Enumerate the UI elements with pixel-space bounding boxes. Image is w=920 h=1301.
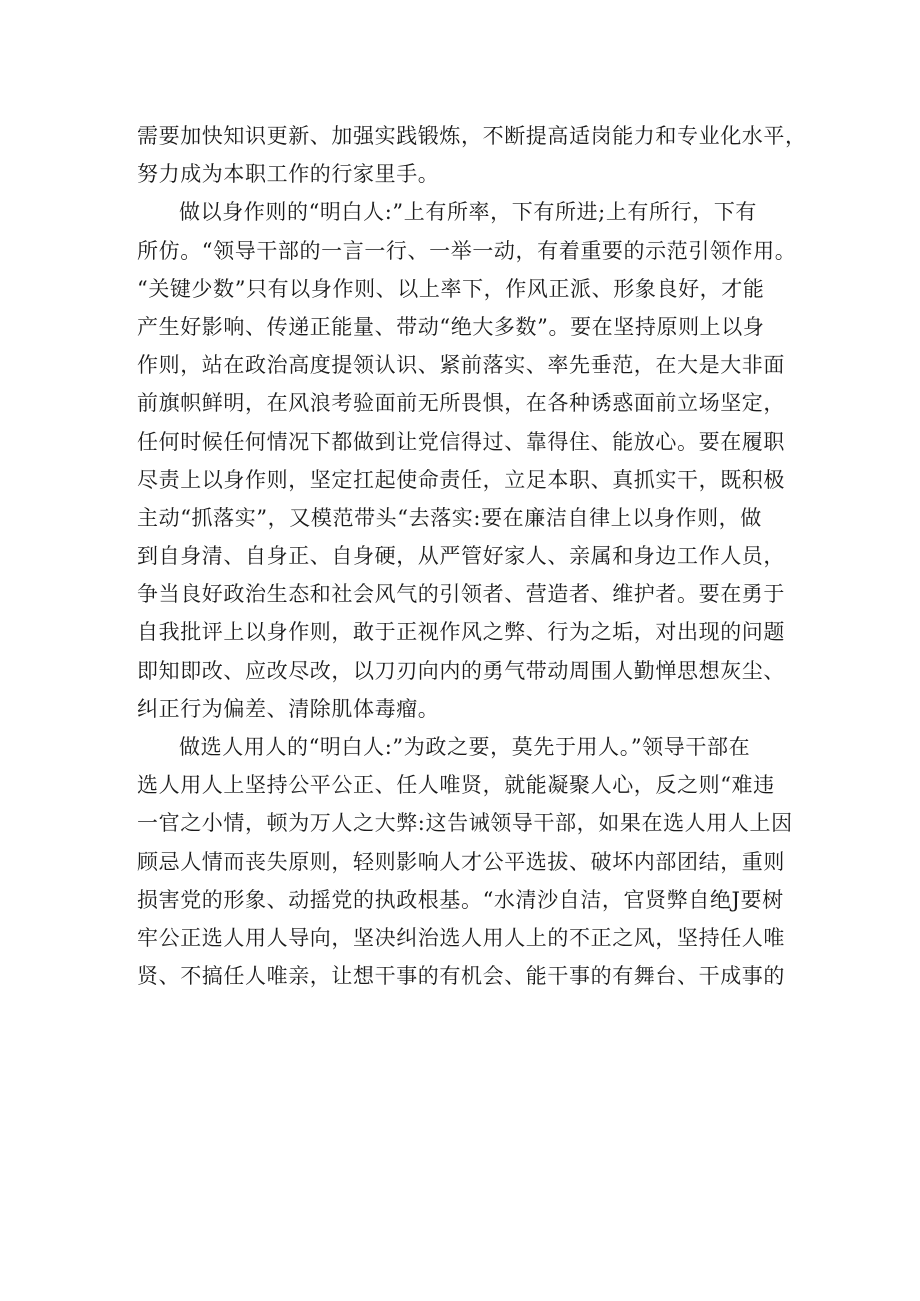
text-line: 贤、不搞任人唯亲，让想干事的有机会、能干事的有舞台、干成事的 [137,964,785,989]
text-line: 选人用人上坚持公平公正、任人唯贤，就能凝聚人心，反之则“难违 [137,773,775,798]
text-line: 损害党的形象、动摇党的执政根基。“水清沙自洁，官贤弊自绝J要树 [137,887,784,912]
body-text [137,117,807,995]
text-line: 产生好影响、传递正能量、带动“绝大多数”。要在坚持原则上以身 [137,314,765,339]
text-line: 到自身清、自身正、自身硬，从严管好家人、亲属和身边工作人员， [137,544,785,569]
text-line: 所仿。“领导干部的一言一行、一举一动，有着重要的示范引领作用。 [137,238,797,263]
paragraph-start-line: 做选人用人的“明白人:”为政之要，莫先于用人。”领导干部在 [179,735,751,759]
text-line: 即知即改、应改尽改，以刀刃向内的勇气带动周围人勤惮思想灰尘、 [137,658,785,683]
text-line: 作则，站在政治高度提领认识、紧前落实、率先垂范，在大是大非面 [137,353,785,378]
text-line: 前旗帜鲜明，在风浪考验面前无所畏惧，在各种诱惑面前立场坚定， [137,391,785,416]
text-line: 争当良好政治生态和社会风气的引领者、营造者、维护者。要在勇于 [137,582,785,607]
text-line: “关键少数”只有以身作则、以上率下，作风正派、形象良好，才能 [137,276,765,301]
text-line: 牢公正选人用人导向，坚决纠治选人用人上的不正之风，坚持任人唯 [137,925,785,950]
text-line: 尽责上以身作则，坚定扛起使命责任，立足本职、真抓实干，既积极 [137,467,785,492]
text-line: 纠正行为偏差、清除肌体毒瘤。 [137,696,440,721]
paragraph-start-line: 做以身作则的“明白人:”上有所率，下有所进;上有所行，下有 [179,200,758,225]
text-line: 自我批评上以身作则，敢于正视作风之弊、行为之垢，对出现的问题 [137,620,785,645]
text-line: 任何时候任何情况下都做到让党信得过、靠得住、能放心。要在履职 [137,429,785,454]
text-line: 主动“抓落实”，又模范带头“去落实:要在廉洁自律上以身作则，做 [137,505,762,530]
text-line: 顾忌人情而丧失原则，轻则影响人才公平选拔、破坏内部团结，重则 [137,849,785,874]
text-line: 需要加快知识更新、加强实践锻炼，不断提高适岗能力和专业化水平， [137,124,807,148]
text-line: 努力成为本职工作的行家里手。 [137,162,440,187]
text-line: 一官之小情，顿为万人之大弊:这告诫领导干部，如果在选人用人上因 [137,811,793,836]
